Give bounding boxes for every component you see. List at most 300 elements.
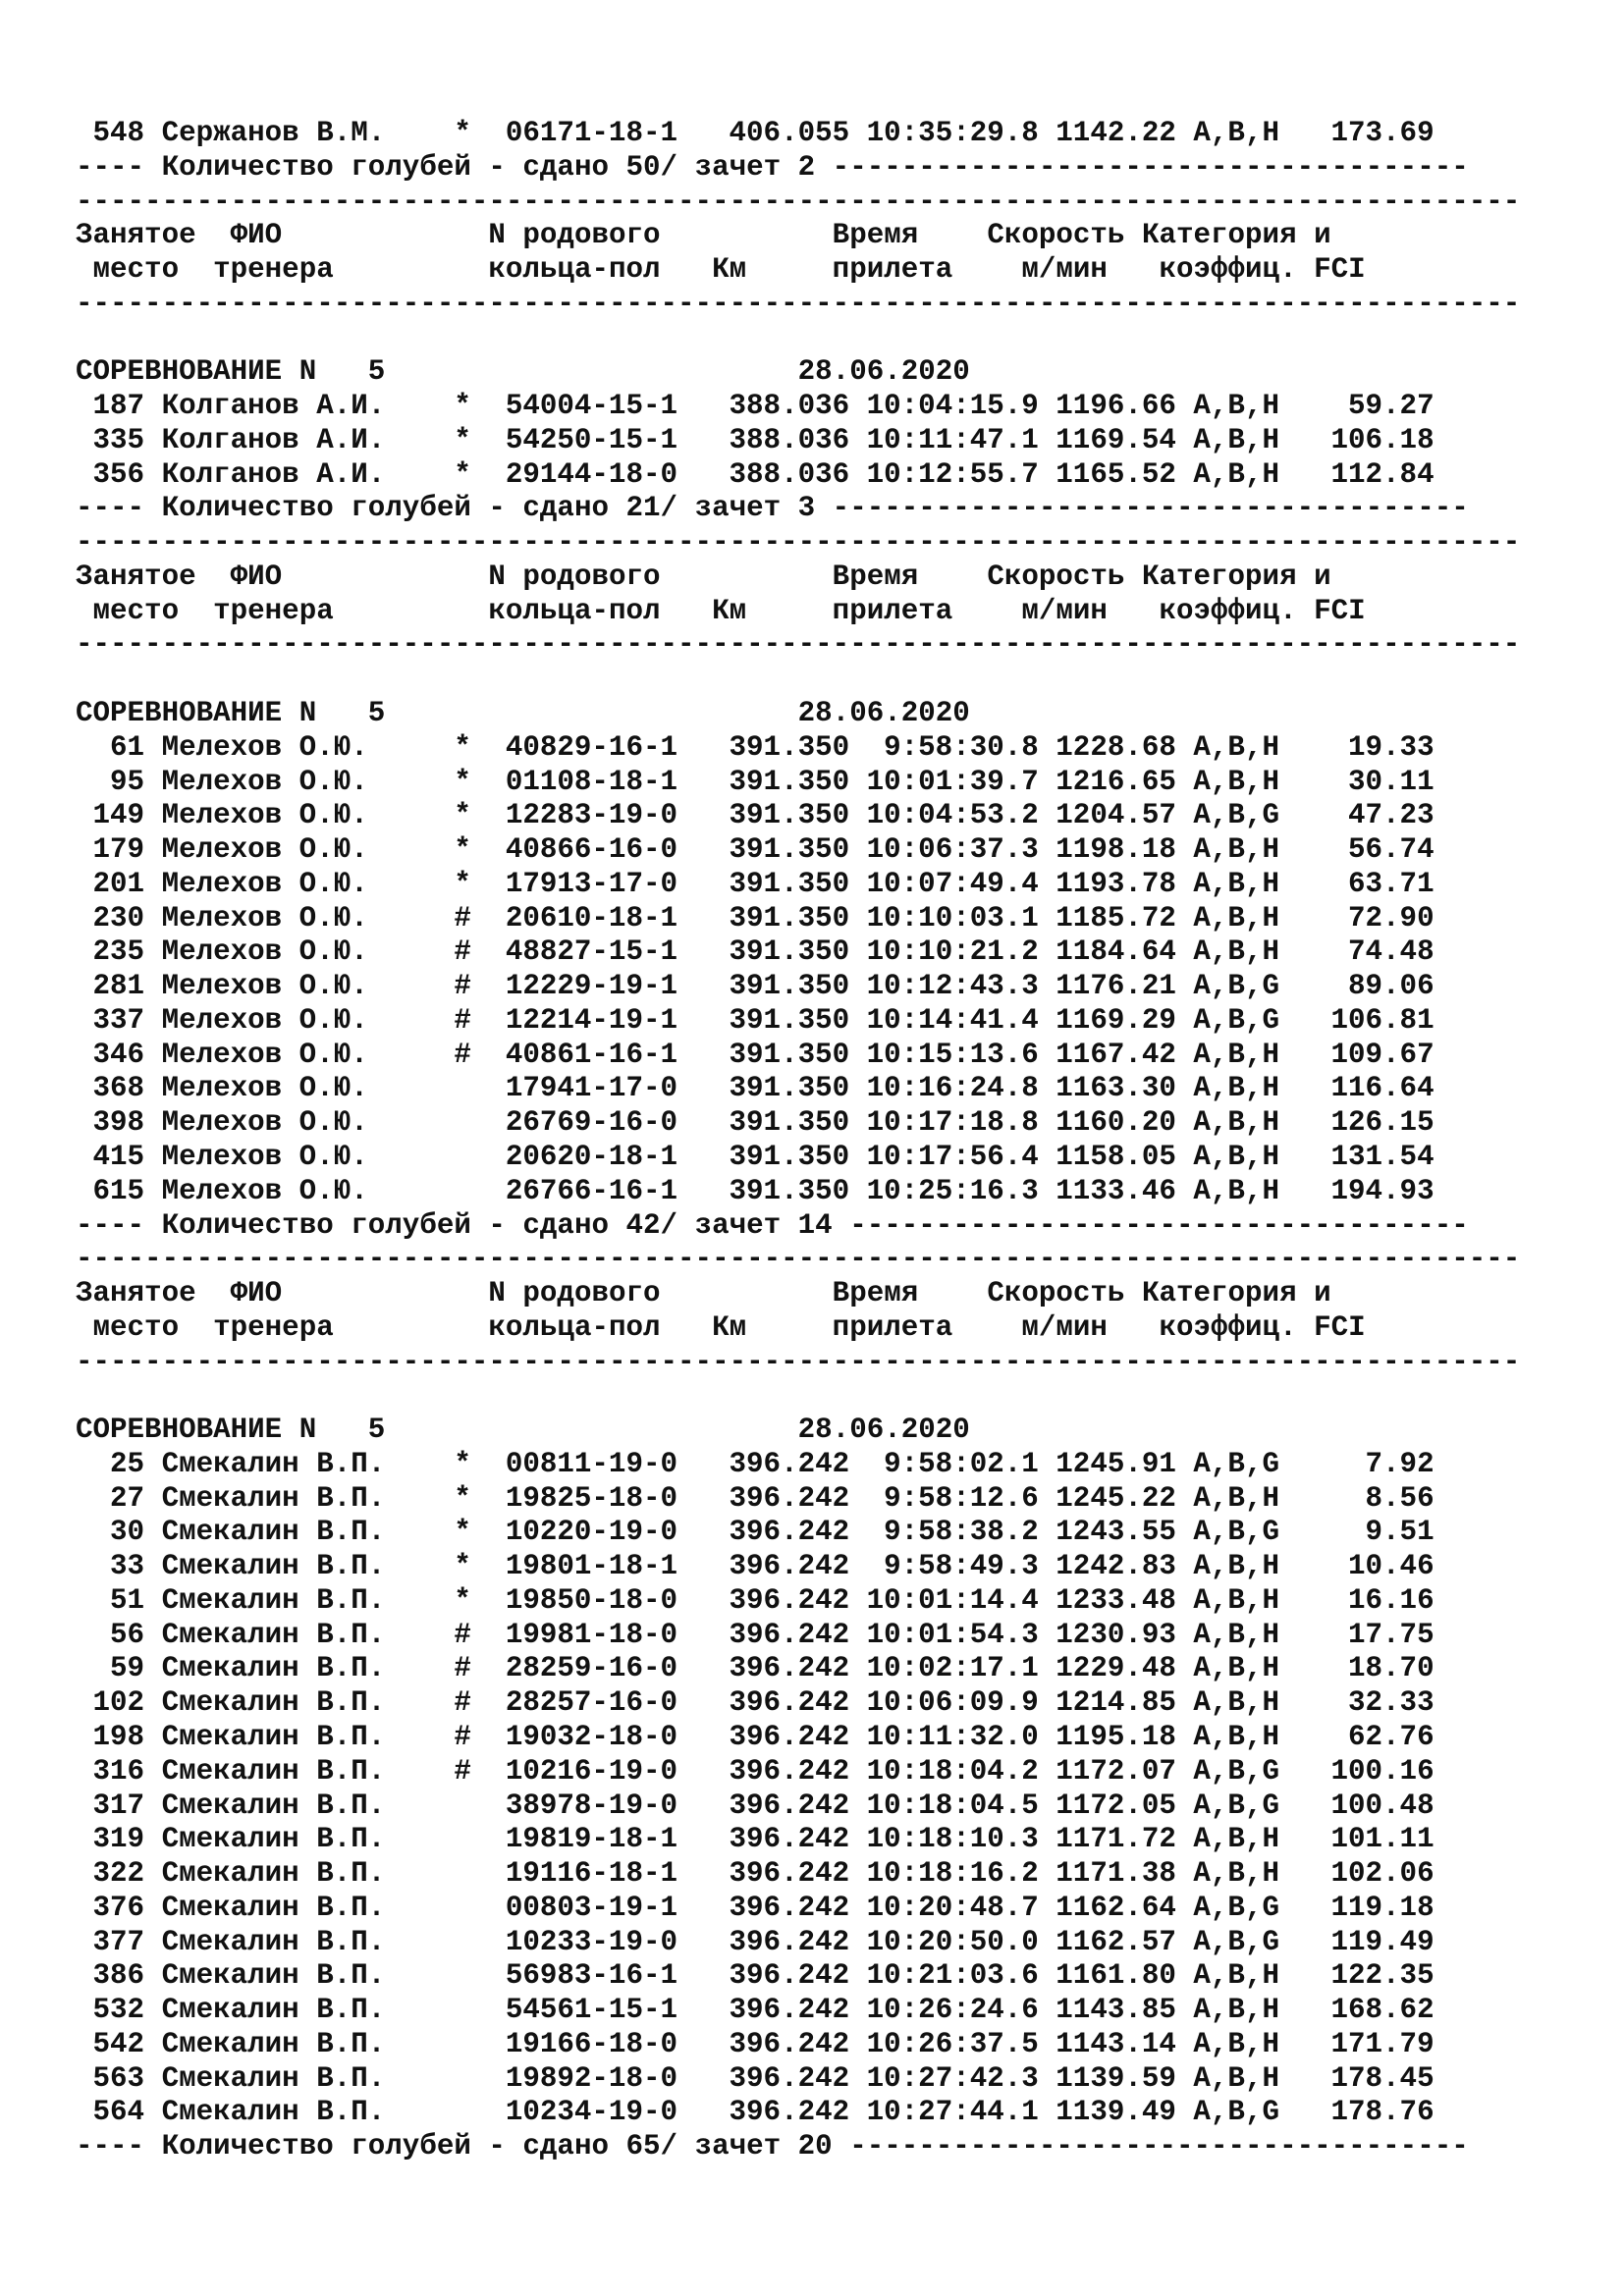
result-row [76, 1686, 1520, 1721]
cell-place: 316 [92, 1754, 145, 1788]
cell-ring: 54561-15-1 [505, 1994, 677, 2027]
cell-name: Смекалин В.П. [161, 1959, 386, 1993]
cell-ring: 48827-15-1 [505, 935, 677, 969]
cell-coef: 63.71 [1348, 867, 1435, 900]
cell-cat: A,B,G [1193, 1925, 1279, 1958]
cell-cat: A,B,G [1193, 1891, 1279, 1924]
blank-line [76, 663, 1520, 697]
cell-km: 391.350 [729, 1174, 850, 1207]
cell-ring: 40866-16-0 [505, 833, 677, 867]
cell-cat: A,B,G [1193, 799, 1279, 832]
cell-cat: A,B,G [1193, 1003, 1279, 1037]
cell-km: 396.242 [729, 1754, 850, 1788]
cell-coef: 17.75 [1348, 1618, 1435, 1651]
cell-cat: A,B,H [1193, 1072, 1279, 1105]
cell-cat: A,B,H [1193, 1994, 1279, 2027]
cell-name: Смекалин В.П. [161, 1857, 386, 1891]
cell-name: Мелехов О.Ю. [161, 1106, 368, 1140]
cell-place: 102 [92, 1686, 145, 1720]
cell-ring: 00811-19-0 [505, 1447, 677, 1480]
result-row [76, 970, 1520, 1004]
cell-coef: 109.67 [1330, 1038, 1435, 1071]
cell-coef: 47.23 [1348, 799, 1435, 832]
cell-time: 10:16:24.8 [866, 1072, 1039, 1105]
cell-speed: 1162.57 [1056, 1925, 1176, 1958]
cell-speed: 1169.54 [1056, 423, 1176, 456]
result-row [76, 2096, 1520, 2130]
cell-cat: A,B,H [1193, 1686, 1279, 1720]
cell-place: 377 [92, 1925, 145, 1958]
cell-time: 10:18:04.5 [866, 1789, 1039, 1822]
cell-place: 235 [92, 935, 145, 969]
result-row [76, 902, 1520, 936]
pigeon-count-line: ---- Количество голубей - сдано 50/ зачет 2 ------------------------------------- [76, 150, 1469, 184]
cell-coef: 119.18 [1330, 1891, 1435, 1924]
cell-place: 59 [110, 1652, 145, 1685]
cell-mark: * [454, 833, 471, 867]
cell-ring: 19981-18-0 [505, 1618, 677, 1651]
cell-coef: 19.33 [1348, 730, 1435, 764]
cell-ring: 12283-19-0 [505, 799, 677, 832]
cell-time: 10:18:10.3 [866, 1823, 1039, 1856]
cell-coef: 74.48 [1348, 935, 1435, 969]
cell-name: Смекалин В.П. [161, 2096, 386, 2129]
cell-name: Смекалин В.П. [161, 1891, 386, 1924]
cell-time: 10:27:42.3 [866, 2061, 1039, 2095]
pigeon-count-line: ---- Количество голубей - сдано 21/ зачет 3 ------------------------------------- [76, 492, 1469, 525]
cell-mark: * [454, 799, 471, 832]
cell-ring: 20610-18-1 [505, 901, 677, 934]
result-row [76, 458, 1520, 493]
cell-coef: 89.06 [1348, 970, 1435, 1003]
cell-km: 391.350 [729, 970, 850, 1003]
cell-mark: * [454, 117, 471, 149]
cell-name: Колганов А.И. [161, 423, 386, 456]
separator-line: ------------------------------------------------------------------------------------ [76, 628, 1521, 662]
cell-place: 149 [92, 799, 145, 832]
cell-time: 10:35:29.8 [866, 117, 1039, 149]
separator-line: ------------------------------------------------------------------------------------ [76, 1243, 1521, 1276]
cell-km: 391.350 [729, 1106, 850, 1140]
cell-place: 337 [92, 1003, 145, 1037]
cell-place: 187 [92, 390, 145, 423]
cell-coef: 194.93 [1330, 1174, 1435, 1207]
cell-speed: 1229.48 [1056, 1652, 1176, 1685]
result-row [76, 1857, 1520, 1892]
cell-coef: 56.74 [1348, 833, 1435, 867]
cell-place: 61 [110, 730, 145, 764]
cell-place: 564 [92, 2096, 145, 2129]
cell-coef: 8.56 [1365, 1481, 1435, 1515]
cell-cat: A,B,H [1193, 1174, 1279, 1207]
cell-name: Смекалин В.П. [161, 1550, 386, 1583]
cell-speed: 1198.18 [1056, 833, 1176, 867]
cell-ring: 10216-19-0 [505, 1754, 677, 1788]
cell-speed: 1165.52 [1056, 457, 1176, 491]
result-row [76, 1175, 1520, 1209]
cell-ring: 17941-17-0 [505, 1072, 677, 1105]
cell-speed: 1204.57 [1056, 799, 1176, 832]
cell-place: 33 [110, 1550, 145, 1583]
cell-speed: 1160.20 [1056, 1106, 1176, 1140]
cell-km: 396.242 [729, 2061, 850, 2095]
cell-ring: 01108-18-1 [505, 765, 677, 798]
cell-name: Сержанов В.М. [161, 117, 386, 149]
separator-line: ------------------------------------------------------------------------------------ [76, 526, 1521, 560]
cell-name: Смекалин В.П. [161, 1516, 386, 1549]
cell-coef: 59.27 [1348, 390, 1435, 423]
cell-ring: 10234-19-0 [505, 2096, 677, 2129]
result-row [76, 1482, 1520, 1517]
cell-ring: 20620-18-1 [505, 1140, 677, 1173]
cell-ring: 26769-16-0 [505, 1106, 677, 1140]
cell-km: 396.242 [729, 1959, 850, 1993]
table-header-line-2: место тренера кольца-пол Км прилета м/мин коэффиц. FCI [76, 253, 1366, 287]
cell-cat: A,B,H [1193, 1652, 1279, 1685]
cell-mark: * [454, 1550, 471, 1583]
result-row [76, 1516, 1520, 1550]
cell-time: 10:26:24.6 [866, 1994, 1039, 2027]
cell-mark: * [454, 867, 471, 900]
cell-cat: A,B,H [1193, 1823, 1279, 1856]
cell-km: 396.242 [729, 1789, 850, 1822]
cell-cat: A,B,H [1193, 1959, 1279, 1993]
cell-coef: 106.81 [1330, 1003, 1435, 1037]
competition-title: СОРЕВНОВАНИЕ N 5 28.06.2020 [76, 1414, 970, 1447]
cell-cat: A,B,H [1193, 867, 1279, 900]
pigeon-count-line: ---- Количество голубей - сдано 65/ зачет 20 ------------------------------------ [76, 2130, 1469, 2163]
cell-cat: A,B,G [1193, 970, 1279, 1003]
cell-mark: # [454, 1652, 471, 1685]
cell-km: 396.242 [729, 1994, 850, 2027]
cell-speed: 1133.46 [1056, 1174, 1176, 1207]
cell-speed: 1242.83 [1056, 1550, 1176, 1583]
cell-name: Смекалин В.П. [161, 1994, 386, 2027]
cell-km: 391.350 [729, 901, 850, 934]
cell-mark: * [454, 765, 471, 798]
cell-km: 396.242 [729, 1925, 850, 1958]
cell-place: 335 [92, 423, 145, 456]
result-row [76, 424, 1520, 458]
cell-time: 10:21:03.6 [866, 1959, 1039, 1993]
cell-ring: 19819-18-1 [505, 1823, 677, 1856]
cell-mark: * [454, 423, 471, 456]
cell-time: 10:12:55.7 [866, 457, 1039, 491]
cell-mark: * [454, 457, 471, 491]
cell-coef: 100.16 [1330, 1754, 1435, 1788]
cell-coef: 122.35 [1330, 1959, 1435, 1993]
cell-cat: A,B,H [1193, 390, 1279, 423]
cell-mark: # [454, 935, 471, 969]
cell-ring: 19825-18-0 [505, 1481, 677, 1515]
cell-speed: 1176.21 [1056, 970, 1176, 1003]
cell-cat: A,B,H [1193, 1106, 1279, 1140]
cell-place: 368 [92, 1072, 145, 1105]
cell-ring: 19166-18-0 [505, 2027, 677, 2060]
cell-ring: 19892-18-0 [505, 2061, 677, 2095]
result-row [76, 766, 1520, 800]
cell-name: Смекалин В.П. [161, 1823, 386, 1856]
cell-name: Смекалин В.П. [161, 1789, 386, 1822]
cell-mark: * [454, 1481, 471, 1515]
cell-km: 396.242 [729, 1447, 850, 1480]
cell-mark: # [454, 1754, 471, 1788]
cell-time: 10:01:14.4 [866, 1583, 1039, 1617]
cell-ring: 40829-16-1 [505, 730, 677, 764]
cell-place: 542 [92, 2027, 145, 2060]
cell-coef: 100.48 [1330, 1789, 1435, 1822]
cell-km: 396.242 [729, 1823, 850, 1856]
cell-speed: 1167.42 [1056, 1038, 1176, 1071]
result-row [76, 868, 1520, 902]
cell-cat: A,B,H [1193, 457, 1279, 491]
cell-place: 346 [92, 1038, 145, 1071]
cell-name: Мелехов О.Ю. [161, 970, 368, 1003]
cell-km: 391.350 [729, 1140, 850, 1173]
cell-coef: 18.70 [1348, 1652, 1435, 1685]
cell-place: 317 [92, 1789, 145, 1822]
result-row [76, 1619, 1520, 1653]
cell-speed: 1233.48 [1056, 1583, 1176, 1617]
cell-coef: 101.11 [1330, 1823, 1435, 1856]
cell-speed: 1158.05 [1056, 1140, 1176, 1173]
cell-place: 548 [92, 117, 145, 149]
cell-speed: 1193.78 [1056, 867, 1176, 900]
cell-ring: 54004-15-1 [505, 390, 677, 423]
result-row [76, 1106, 1520, 1141]
result-row [76, 1141, 1520, 1175]
cell-speed: 1185.72 [1056, 901, 1176, 934]
cell-place: 230 [92, 901, 145, 934]
cell-km: 396.242 [729, 1720, 850, 1753]
cell-km: 396.242 [729, 1686, 850, 1720]
cell-name: Мелехов О.Ю. [161, 901, 368, 934]
result-row [76, 1448, 1520, 1482]
cell-coef: 9.51 [1365, 1516, 1435, 1549]
cell-time: 9:58:49.3 [884, 1550, 1039, 1583]
cell-time: 10:07:49.4 [866, 867, 1039, 900]
cell-time: 10:04:53.2 [866, 799, 1039, 832]
cell-speed: 1163.30 [1056, 1072, 1176, 1105]
cell-km: 396.242 [729, 1481, 850, 1515]
result-row [76, 390, 1520, 424]
result-row [76, 117, 1520, 151]
cell-time: 10:12:43.3 [866, 970, 1039, 1003]
cell-name: Мелехов О.Ю. [161, 1140, 368, 1173]
cell-place: 386 [92, 1959, 145, 1993]
cell-time: 10:01:54.3 [866, 1618, 1039, 1651]
cell-speed: 1216.65 [1056, 765, 1176, 798]
cell-place: 563 [92, 2061, 145, 2095]
cell-ring: 28259-16-0 [505, 1652, 677, 1685]
cell-km: 391.350 [729, 833, 850, 867]
cell-speed: 1243.55 [1056, 1516, 1176, 1549]
cell-mark: # [454, 901, 471, 934]
cell-time: 10:25:16.3 [866, 1174, 1039, 1207]
cell-ring: 29144-18-0 [505, 457, 677, 491]
cell-place: 27 [110, 1481, 145, 1515]
cell-name: Мелехов О.Ю. [161, 1174, 368, 1207]
cell-coef: 7.92 [1365, 1447, 1435, 1480]
cell-time: 10:11:32.0 [866, 1720, 1039, 1753]
cell-time: 10:10:03.1 [866, 901, 1039, 934]
cell-cat: A,B,H [1193, 117, 1279, 149]
cell-time: 9:58:12.6 [884, 1481, 1039, 1515]
cell-coef: 178.45 [1330, 2061, 1435, 2095]
cell-speed: 1162.64 [1056, 1891, 1176, 1924]
cell-km: 396.242 [729, 1857, 850, 1891]
cell-km: 388.036 [729, 423, 850, 456]
cell-cat: A,B,G [1193, 1447, 1279, 1480]
cell-cat: A,B,H [1193, 1140, 1279, 1173]
cell-ring: 19116-18-1 [505, 1857, 677, 1891]
cell-time: 10:11:47.1 [866, 423, 1039, 456]
cell-speed: 1214.85 [1056, 1686, 1176, 1720]
cell-place: 615 [92, 1174, 145, 1207]
result-row [76, 1926, 1520, 1960]
cell-km: 396.242 [729, 1618, 850, 1651]
cell-time: 9:58:38.2 [884, 1516, 1039, 1549]
cell-time: 10:14:41.4 [866, 1003, 1039, 1037]
cell-name: Смекалин В.П. [161, 1618, 386, 1651]
blank-line [76, 322, 1520, 356]
cell-ring: 10220-19-0 [505, 1516, 677, 1549]
results-document [76, 117, 1520, 2164]
cell-cat: A,B,H [1193, 2027, 1279, 2060]
result-row [76, 935, 1520, 970]
result-row [76, 1584, 1520, 1619]
cell-time: 10:06:09.9 [866, 1686, 1039, 1720]
cell-time: 10:27:44.1 [866, 2096, 1039, 2129]
cell-mark: * [454, 1447, 471, 1480]
cell-coef: 119.49 [1330, 1925, 1435, 1958]
cell-speed: 1172.07 [1056, 1754, 1176, 1788]
cell-km: 396.242 [729, 1550, 850, 1583]
cell-speed: 1230.93 [1056, 1618, 1176, 1651]
table-header-line-1: Занятое ФИО N родового Время Скорость Категория и [76, 219, 1331, 252]
cell-name: Смекалин В.П. [161, 1686, 386, 1720]
cell-cat: A,B,H [1193, 1038, 1279, 1071]
cell-place: 198 [92, 1720, 145, 1753]
separator-line: ------------------------------------------------------------------------------------ [76, 185, 1521, 218]
cell-ring: 40861-16-1 [505, 1038, 677, 1071]
separator-line: ------------------------------------------------------------------------------------ [76, 1345, 1521, 1378]
cell-mark: * [454, 1583, 471, 1617]
cell-speed: 1195.18 [1056, 1720, 1176, 1753]
cell-place: 415 [92, 1140, 145, 1173]
cell-speed: 1228.68 [1056, 730, 1176, 764]
cell-cat: A,B,H [1193, 1550, 1279, 1583]
cell-time: 10:20:50.0 [866, 1925, 1039, 1958]
cell-km: 388.036 [729, 457, 850, 491]
cell-km: 396.242 [729, 1583, 850, 1617]
cell-km: 391.350 [729, 765, 850, 798]
cell-cat: A,B,H [1193, 1481, 1279, 1515]
cell-speed: 1161.80 [1056, 1959, 1176, 1993]
cell-km: 406.055 [729, 117, 850, 149]
cell-coef: 173.69 [1330, 117, 1435, 149]
result-row [76, 833, 1520, 868]
cell-place: 356 [92, 457, 145, 491]
cell-name: Смекалин В.П. [161, 1583, 386, 1617]
cell-cat: A,B,H [1193, 2061, 1279, 2095]
cell-cat: A,B,H [1193, 765, 1279, 798]
cell-speed: 1139.59 [1056, 2061, 1176, 2095]
cell-time: 10:17:18.8 [866, 1106, 1039, 1140]
cell-cat: A,B,H [1193, 1857, 1279, 1891]
cell-time: 10:18:16.2 [866, 1857, 1039, 1891]
cell-speed: 1169.29 [1056, 1003, 1176, 1037]
pigeon-count-line: ---- Количество голубей - сдано 42/ зачет 14 ------------------------------------ [76, 1208, 1469, 1242]
result-row [76, 799, 1520, 833]
result-row [76, 1994, 1520, 2028]
cell-time: 10:26:37.5 [866, 2027, 1039, 2060]
cell-name: Мелехов О.Ю. [161, 1072, 368, 1105]
cell-coef: 72.90 [1348, 901, 1435, 934]
cell-cat: A,B,H [1193, 833, 1279, 867]
cell-place: 30 [110, 1516, 145, 1549]
cell-place: 398 [92, 1106, 145, 1140]
cell-name: Мелехов О.Ю. [161, 730, 368, 764]
cell-ring: 12229-19-1 [505, 970, 677, 1003]
result-row [76, 1721, 1520, 1755]
cell-km: 396.242 [729, 1891, 850, 1924]
cell-mark: # [454, 1038, 471, 1071]
cell-place: 51 [110, 1583, 145, 1617]
cell-speed: 1196.66 [1056, 390, 1176, 423]
result-row [76, 1550, 1520, 1584]
cell-name: Мелехов О.Ю. [161, 867, 368, 900]
cell-name: Смекалин В.П. [161, 1754, 386, 1788]
cell-speed: 1171.72 [1056, 1823, 1176, 1856]
cell-name: Смекалин В.П. [161, 1720, 386, 1753]
cell-speed: 1143.14 [1056, 2027, 1176, 2060]
cell-cat: A,B,H [1193, 1618, 1279, 1651]
cell-km: 391.350 [729, 867, 850, 900]
cell-mark: # [454, 1618, 471, 1651]
cell-name: Смекалин В.П. [161, 1652, 386, 1685]
result-row [76, 731, 1520, 766]
cell-km: 396.242 [729, 1516, 850, 1549]
cell-coef: 106.18 [1330, 423, 1435, 456]
cell-mark: * [454, 1516, 471, 1549]
cell-km: 388.036 [729, 390, 850, 423]
cell-speed: 1142.22 [1056, 117, 1176, 149]
cell-ring: 26766-16-1 [505, 1174, 677, 1207]
cell-speed: 1139.49 [1056, 2096, 1176, 2129]
cell-cat: A,B,H [1193, 730, 1279, 764]
cell-coef: 116.64 [1330, 1072, 1435, 1105]
cell-cat: A,B,H [1193, 1720, 1279, 1753]
cell-place: 95 [110, 765, 145, 798]
cell-ring: 19032-18-0 [505, 1720, 677, 1753]
cell-km: 396.242 [729, 2027, 850, 2060]
cell-coef: 168.62 [1330, 1994, 1435, 2027]
cell-cat: A,B,H [1193, 423, 1279, 456]
cell-name: Мелехов О.Ю. [161, 765, 368, 798]
result-row [76, 1789, 1520, 1824]
cell-ring: 00803-19-1 [505, 1891, 677, 1924]
cell-time: 10:17:56.4 [866, 1140, 1039, 1173]
cell-cat: A,B,H [1193, 935, 1279, 969]
cell-speed: 1143.85 [1056, 1994, 1176, 2027]
result-row [76, 2028, 1520, 2062]
separator-line: ------------------------------------------------------------------------------------ [76, 287, 1521, 320]
cell-name: Смекалин В.П. [161, 2061, 386, 2095]
cell-place: 179 [92, 833, 145, 867]
result-row [76, 1072, 1520, 1106]
cell-ring: 56983-16-1 [505, 1959, 677, 1993]
